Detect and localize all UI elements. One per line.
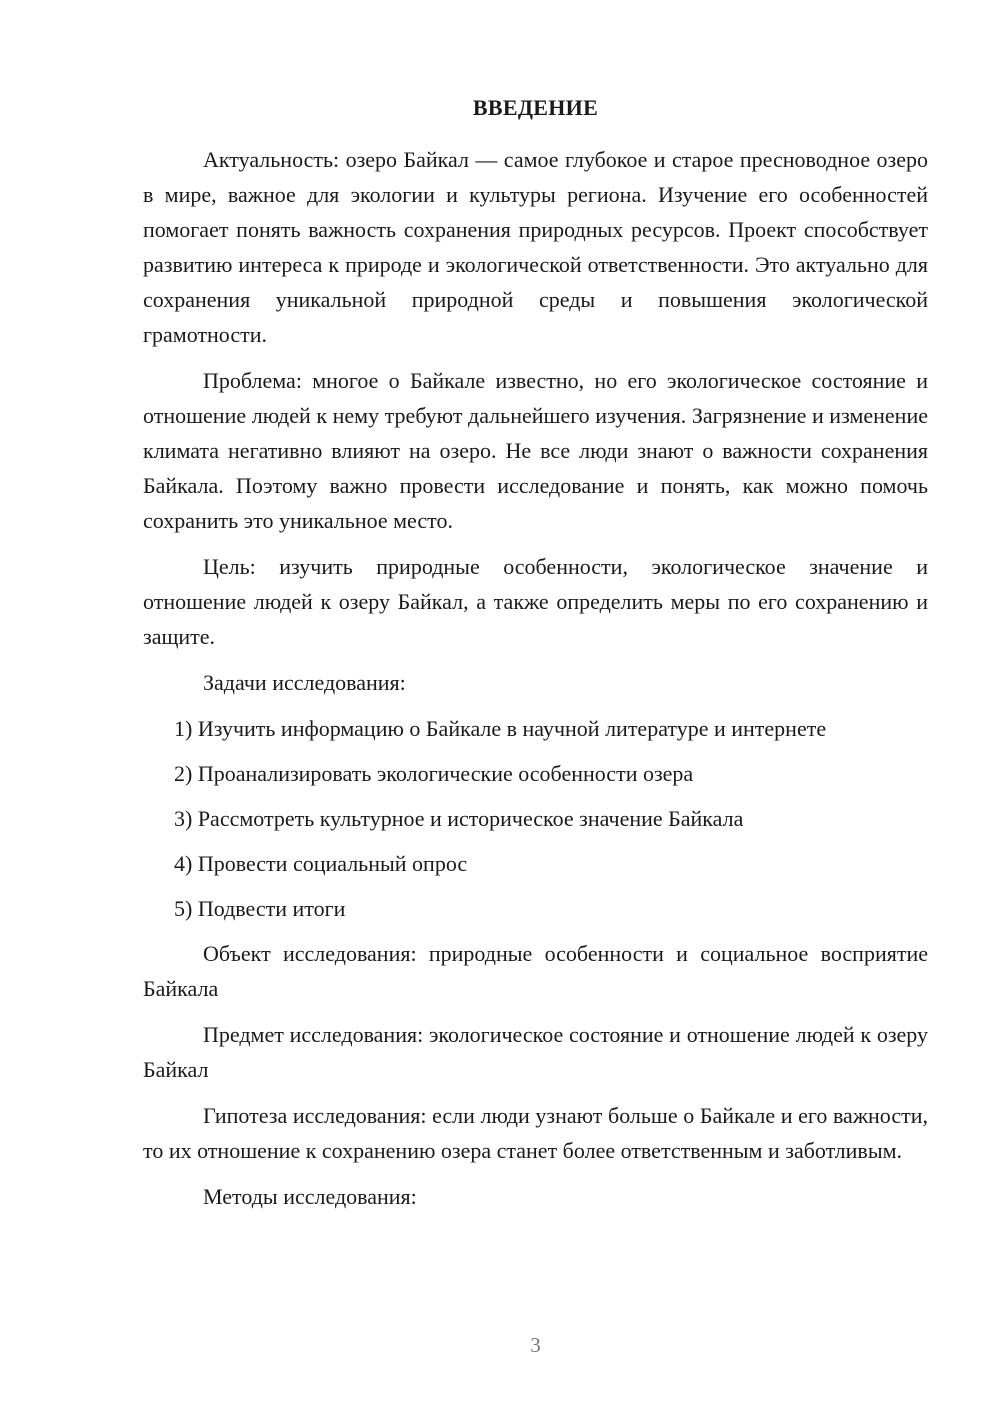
tasks-list [143, 711, 928, 926]
hypothesis-paragraph: Гипотеза исследования: если люди узнают больше о Байкале и его важности, то их отношение к сохранению озера станет более ответственным и заботливым. [143, 1103, 928, 1163]
document-body [143, 142, 928, 1225]
object-paragraph: Объект исследования: природные особенности и социальное восприятие Байкала [143, 941, 928, 1001]
tasks-title: Задачи исследования: [203, 670, 406, 695]
problem-paragraph: Проблема: многое о Байкале известно, но его экологическое состояние и отношение людей к нему требуют дальнейшего изучения. Загрязнение и изменение климата негативно влияют на озеро. Не все люди знают о важности сохранения Байкала. Поэтому важно провести исследование и понять, как можно помочь сохранить это уникальное место. [143, 368, 928, 533]
task-item: 2) Проанализировать экологические особенности озера [174, 761, 694, 786]
section-heading: ВВЕДЕНИЕ [472, 95, 599, 120]
task-item: 1) Изучить информацию о Байкале в научной литературе и интернете [174, 716, 827, 741]
task-item: 3) Рассмотреть культурное и историческое значение Байкала [174, 806, 744, 831]
task-item: 5) Подвести итоги [174, 896, 346, 921]
task-item: 4) Провести социальный опрос [174, 851, 468, 876]
page-number: 3 [530, 1333, 541, 1357]
subject-paragraph: Предмет исследования: экологическое состояние и отношение людей к озеру Байкал [143, 1022, 928, 1082]
document-page [143, 0, 928, 1414]
relevance-paragraph: Актуальность: озеро Байкал — самое глубокое и старое пресноводное озеро в мире, важное для экологии и культуры региона. Изучение его особенностей помогает понять важность сохранения природных ресурсов. Проект способствует развитию интереса к природе и экологической ответственности. Это актуально для сохранения уникальной природной среды и повышения экологической грамотности. [143, 147, 928, 347]
methods-title: Методы исследования: [203, 1184, 417, 1209]
goal-paragraph: Цель: изучить природные особенности, экологическое значение и отношение людей к озеру Байкал, а также определить меры по его сохранению и защите. [143, 554, 928, 649]
